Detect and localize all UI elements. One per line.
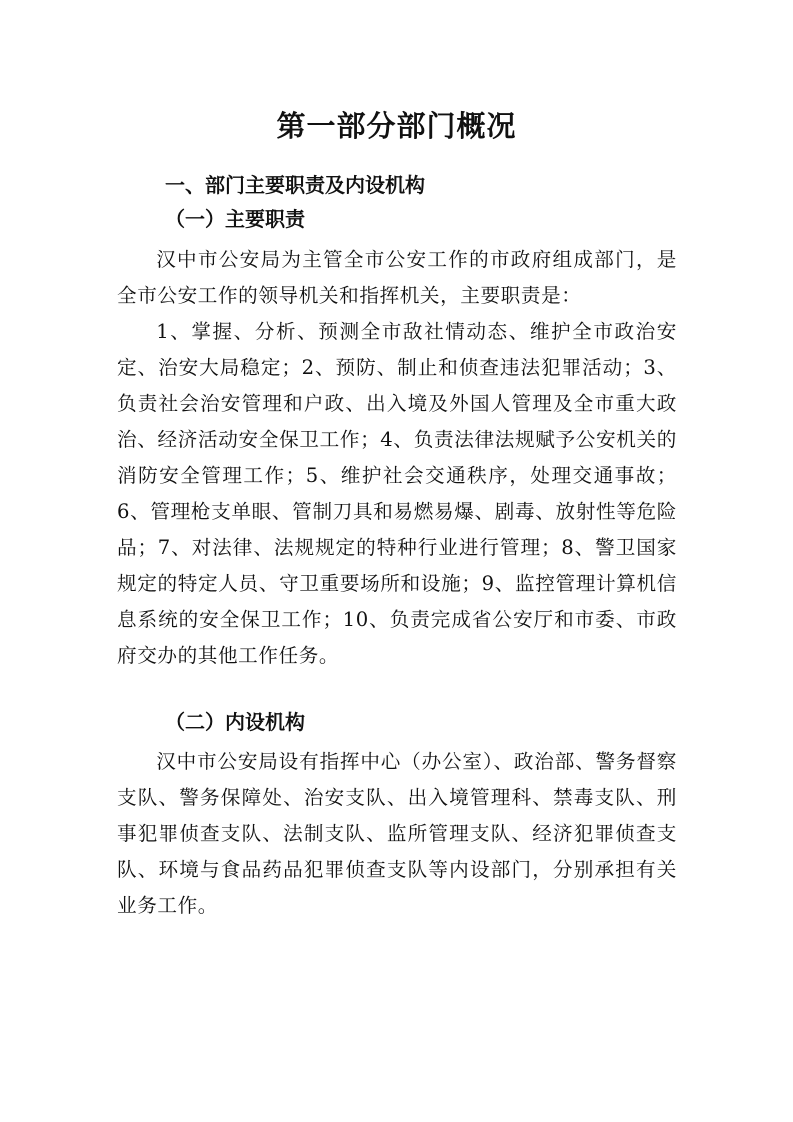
subsection-heading-main-duties: （一）主要职责 [165,207,305,231]
subsection-heading-internal-structure: （二）内设机构 [165,710,305,734]
page-title: 第一部分部门概况 [276,109,517,143]
paragraph-duties-list: 1、掌握、分析、预测全市敌社情动态、维护全市政治安定、治安大局稳定；2、预防、制止和侦查违法犯罪活动；3、负责社会治安管理和户政、出入境及外国人管理及全市重大政治、经济活动安全保卫工作；4、负责法律法规赋予公安机关的消防安全管理工作；5、维护社会交通秩序，处理交通事故；6、管理枪支单眼、管制刀具和易燃易爆、剧毒、放射性等危险品；7、对法律、法规规定的特种行业进行管理；8、警卫国家规定的特定人员、守卫重要场所和设施；9、监控管理计算机信息系统的安全保卫工作；10、负责完成省公安厅和市委、市政府交办的其他工作任务。 [117,320,677,667]
paragraph-duties-intro: 汉中市公安局为主管全市公安工作的市政府组成部门，是全市公安工作的领导机关和指挥机关，主要职责是： [117,248,677,307]
paragraph-internal-structure: 汉中市公安局设有指挥中心（办公室）、政治部、警务督察支队、警务保障处、治安支队、出入境管理科、禁毒支队、刑事犯罪侦查支队、法制支队、监所管理支队、经济犯罪侦查支队、环境与食品药品犯罪侦查支队等内设部门，分别承担有关业务工作。 [117,750,677,917]
section-heading-duties-and-structure: 一、部门主要职责及内设机构 [165,173,425,197]
